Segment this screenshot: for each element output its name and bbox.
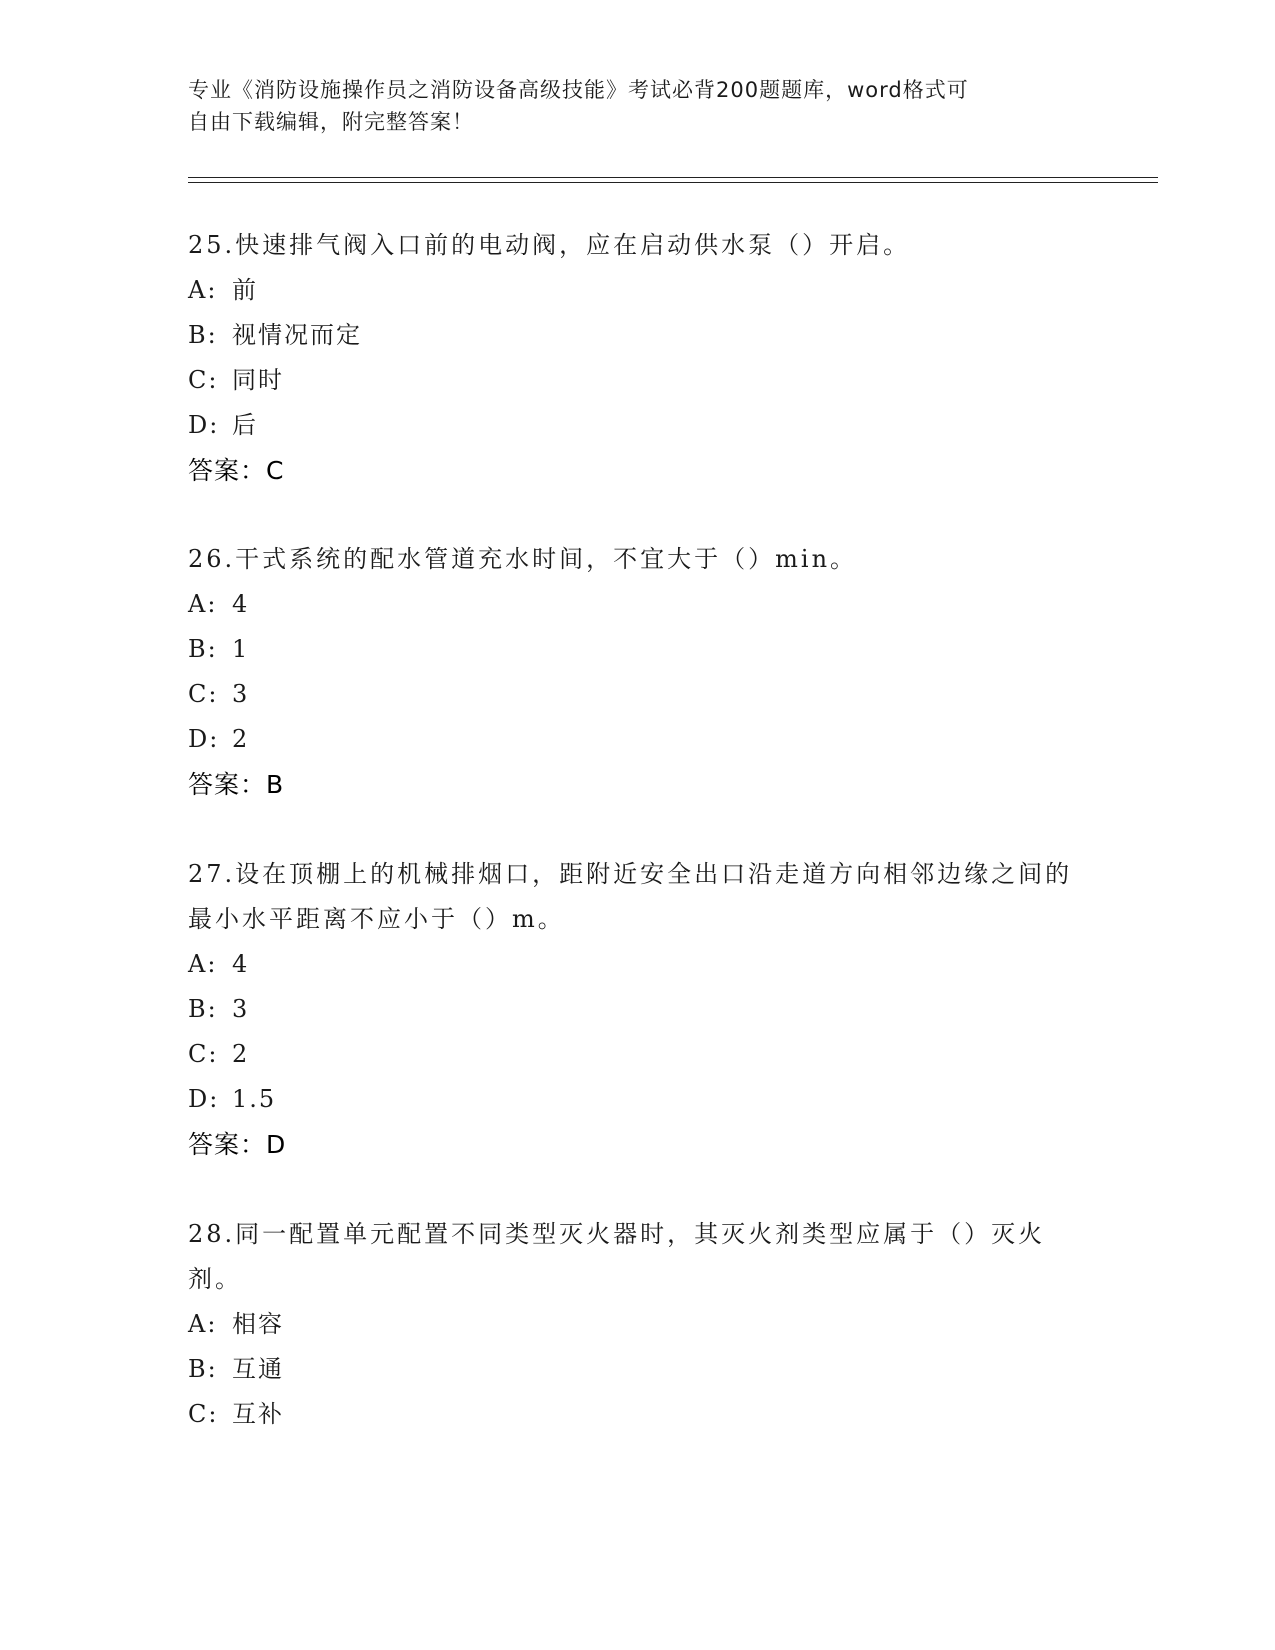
option-a: [188, 1302, 1088, 1347]
option-text: 同时: [232, 366, 284, 394]
option-a: [188, 582, 1088, 627]
option-text: 互通: [232, 1355, 284, 1383]
option-text: 视情况而定: [232, 321, 362, 349]
option-text: 3: [232, 995, 250, 1023]
option-letter: B:: [188, 321, 218, 349]
header-divider-top: [188, 177, 1158, 178]
option-d: [188, 717, 1088, 762]
option-letter: B:: [188, 635, 218, 663]
option-text: 2: [232, 725, 250, 753]
question-stem: 25.快速排气阀入口前的电动阀，应在启动供水泵（）开启。: [188, 231, 911, 259]
option-text: 后: [232, 411, 258, 439]
option-letter: B:: [188, 1355, 218, 1383]
option-letter: D:: [188, 1085, 220, 1113]
option-letter: C:: [188, 366, 219, 394]
option-c: [188, 358, 1088, 403]
option-c: [188, 1032, 1088, 1077]
option-text: 1: [232, 635, 250, 663]
header-line-2: 自由下载编辑，附完整答案！: [188, 110, 474, 134]
option-d: [188, 1077, 1088, 1122]
option-letter: C:: [188, 1400, 219, 1428]
answer-line: 答案：B: [188, 770, 285, 799]
option-letter: A:: [188, 1310, 218, 1338]
question-26: [188, 537, 1088, 807]
question-stem: 26.干式系统的配水管道充水时间，不宜大于（）min。: [188, 545, 858, 573]
option-d: [188, 403, 1088, 448]
answer-line: 答案：D: [188, 1130, 287, 1159]
question-25: [188, 223, 1088, 493]
option-text: 3: [232, 680, 250, 708]
option-b: [188, 627, 1088, 672]
option-b: [188, 1347, 1088, 1392]
option-letter: A:: [188, 276, 218, 304]
option-text: 相容: [232, 1310, 284, 1338]
answer-line: 答案：C: [188, 456, 285, 485]
option-letter: D:: [188, 411, 220, 439]
option-letter: B:: [188, 995, 218, 1023]
option-a: [188, 942, 1088, 987]
option-text: 4: [232, 590, 250, 618]
option-b: [188, 987, 1088, 1032]
option-letter: C:: [188, 680, 219, 708]
document-header: [188, 74, 1068, 138]
option-letter: C:: [188, 1040, 219, 1068]
option-a: [188, 268, 1088, 313]
option-text: 4: [232, 950, 250, 978]
header-line-1: 专业《消防设施操作员之消防设备高级技能》考试必背200题题库，word格式可: [188, 78, 969, 102]
option-letter: A:: [188, 950, 218, 978]
option-b: [188, 313, 1088, 358]
question-28: [188, 1212, 1088, 1437]
question-stem: 27.设在顶棚上的机械排烟口，距附近安全出口沿走道方向相邻边缘之间的最小水平距离不应小于（）m。: [188, 860, 1073, 933]
question-27: [188, 852, 1088, 1167]
option-letter: D:: [188, 725, 220, 753]
option-text: 2: [232, 1040, 250, 1068]
option-c: [188, 672, 1088, 717]
header-divider-bottom: [188, 182, 1158, 183]
option-text: 互补: [232, 1400, 284, 1428]
option-c: [188, 1392, 1088, 1437]
option-letter: A:: [188, 590, 218, 618]
option-text: 前: [232, 276, 258, 304]
question-stem: 28.同一配置单元配置不同类型灭火器时，其灭火剂类型应属于（）灭火剂。: [188, 1220, 1046, 1293]
option-text: 1.5: [232, 1085, 277, 1113]
